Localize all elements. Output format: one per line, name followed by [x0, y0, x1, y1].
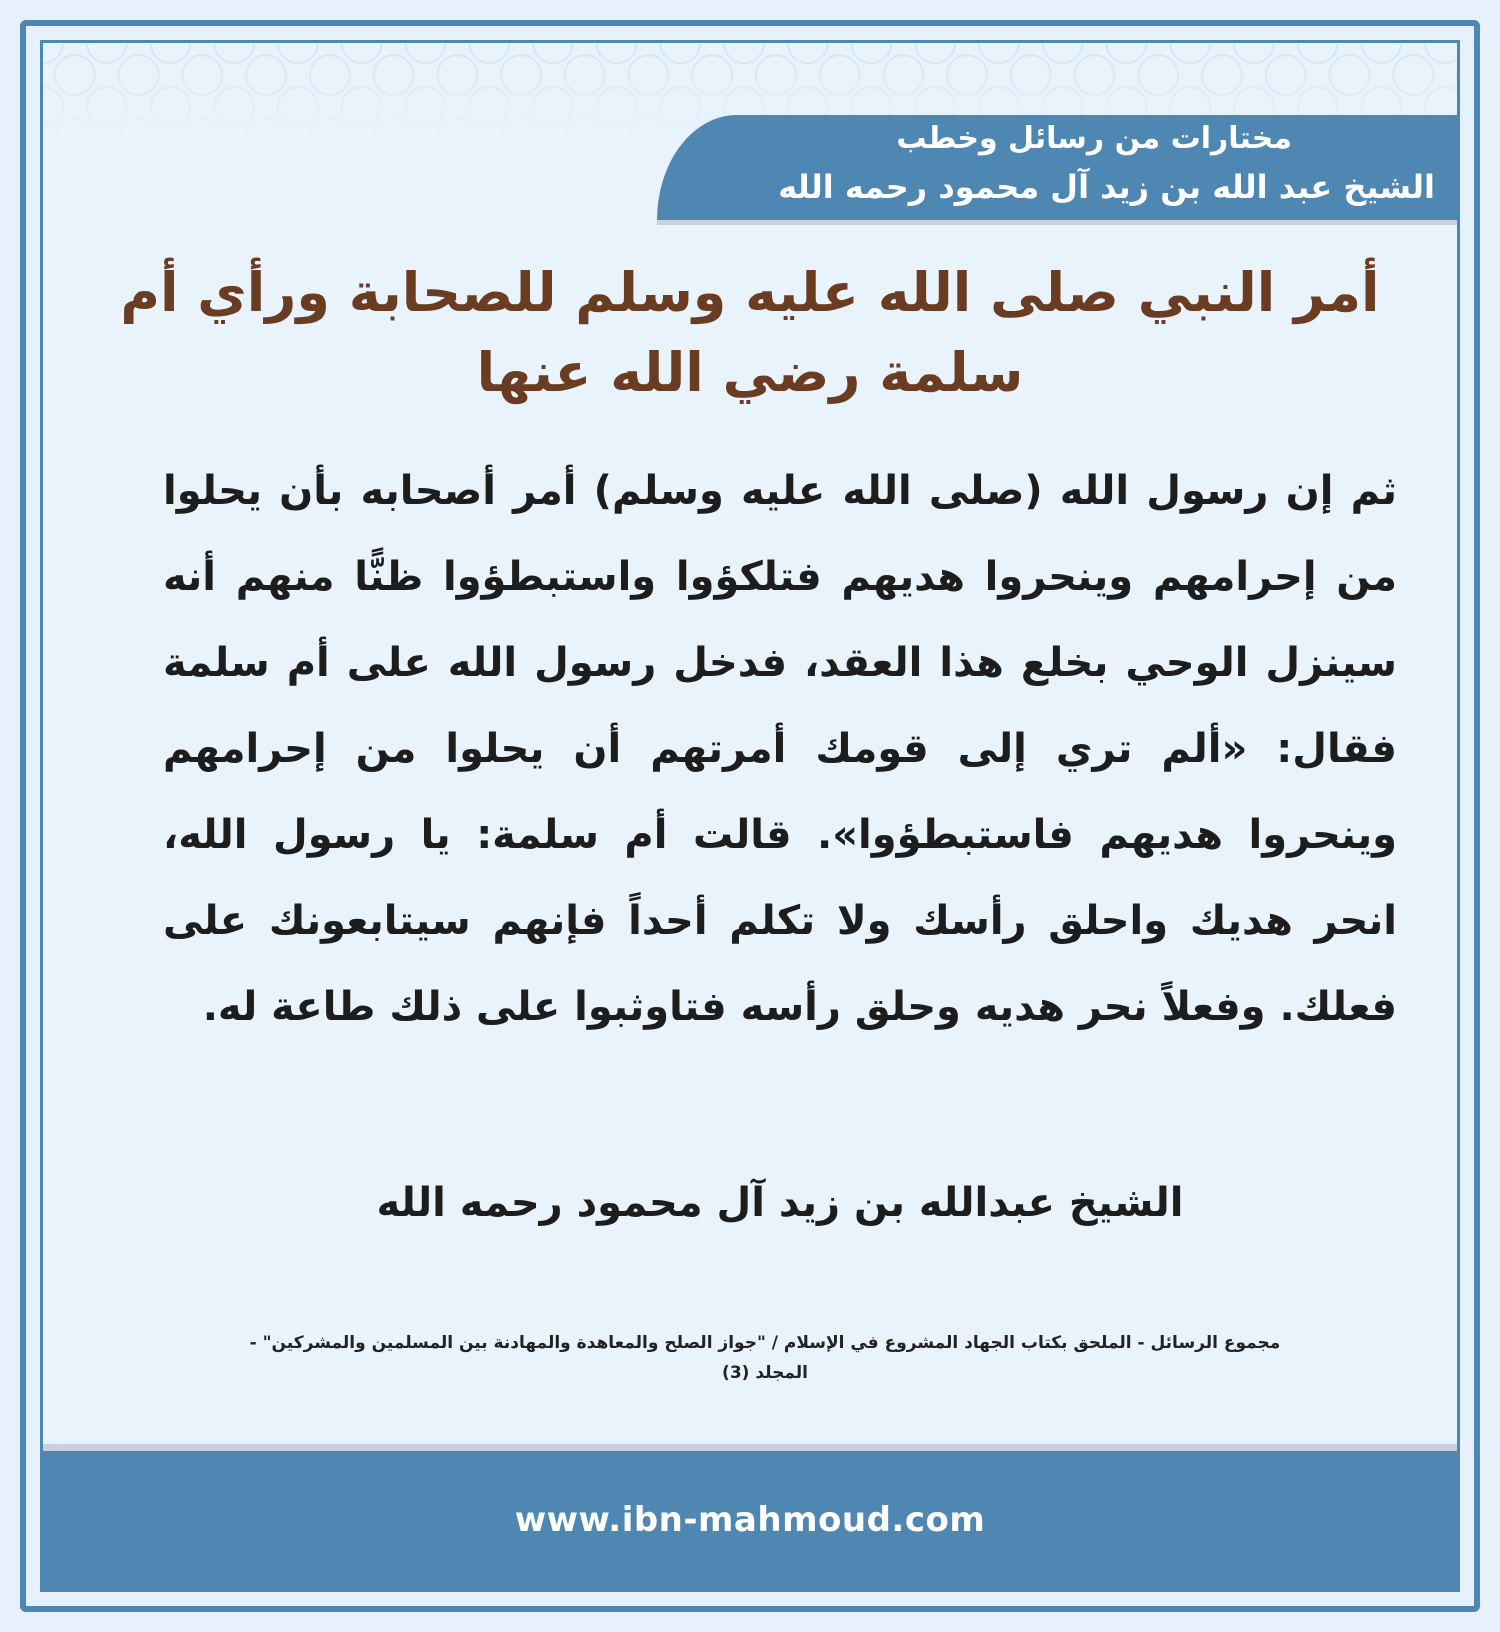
header-author: الشيخ عبد الله بن زيد آل محمود رحمه الله: [778, 168, 1435, 206]
header-subtitle: مختارات من رسائل وخطب: [896, 121, 1292, 156]
article-body: ثم إن رسول الله (صلى الله عليه وسلم) أمر أصحابه بأن يحلوا من إحرامهم وينحروا هديهم فتلكؤوا واستبطؤوا ظنًّا منهم أنه سينزل الوحي بخلع هذا العقد، فدخل رسول الله على أم سلمة فقال: «ألم تري إلى قومك أمرتهم أن يحلوا من إحرامهم وينحروا هديهم فاستبطؤوا». قالت أم سلمة: يا رسول الله، انحر هديك واحلق رأسك ولا تكلم أحداً فإنهم سيتابعونك على فعلك. وفعلاً نحر هديه وحلق رأسه فتاوثبوا على ذلك طاعة له.: [163, 468, 1397, 1030]
author-signature: الشيخ عبدالله بن زيد آل محمود رحمه الله: [376, 1180, 1184, 1226]
footer-bar: [43, 1444, 1457, 1589]
reference-line-1: مجموع الرسائل - الملحق بكتاب الجهاد المشروع في الإسلام / "جواز الصلح والمعاهدة والمهادنة بين المسلمين والمشركين" -: [249, 1333, 1281, 1353]
website-link[interactable]: www.ibn-mahmoud.com: [514, 1500, 986, 1540]
reference-line-2: المجلد (3): [722, 1363, 808, 1383]
article-title: أمر النبي صلى الله عليه وسلم للصحابة ورأي أم سلمة رضي الله عنها: [120, 261, 1380, 404]
outer-frame: [20, 20, 1480, 1612]
content-panel: [40, 40, 1460, 1592]
header-tab: [657, 115, 1457, 220]
source-reference: [133, 1328, 1397, 1388]
